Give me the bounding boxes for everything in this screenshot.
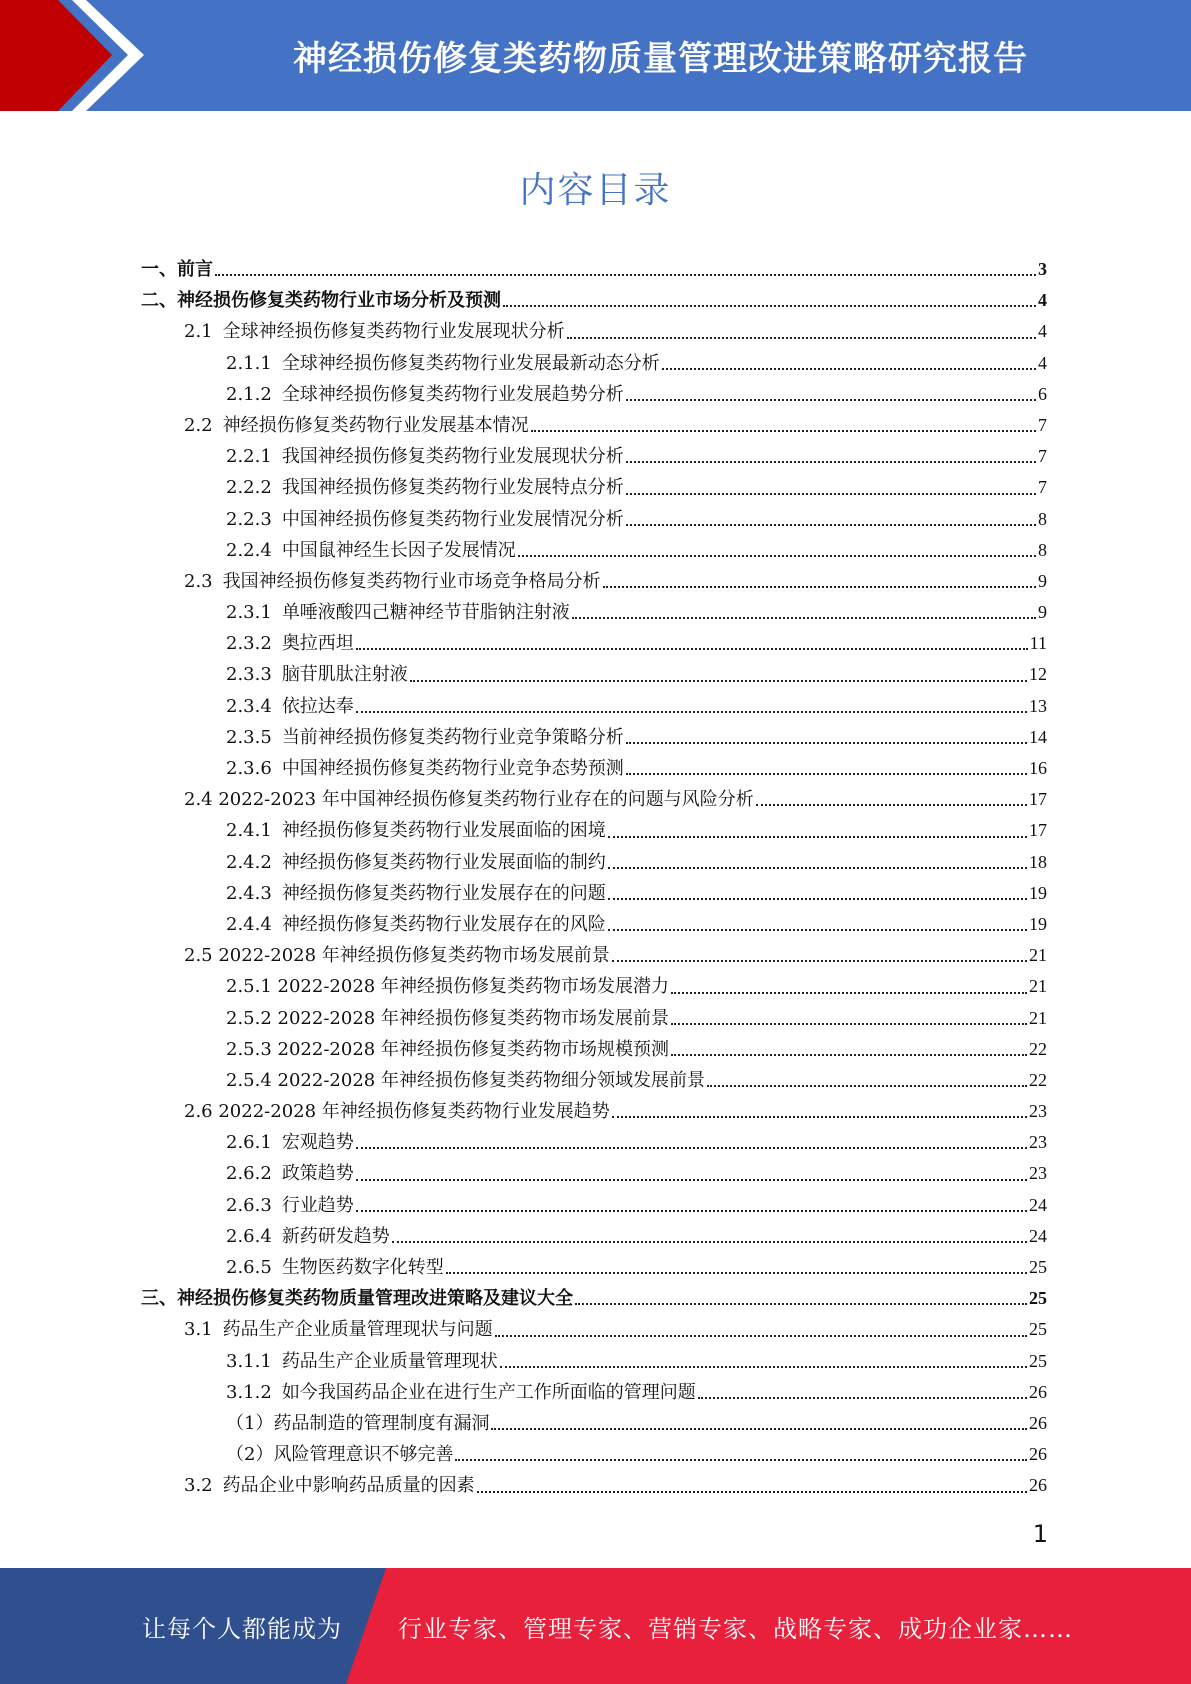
toc-entry-label	[226, 722, 624, 753]
toc-dot-leader	[503, 304, 1036, 307]
toc-entry-label	[226, 1346, 498, 1377]
toc-entry-label	[141, 254, 213, 285]
toc-dot-leader	[707, 1084, 1027, 1087]
toc-dot-leader	[356, 1146, 1027, 1149]
toc-entry-label	[226, 379, 624, 410]
toc-entry[interactable]	[141, 504, 1047, 535]
toc-entry-page: 25	[1029, 1350, 1047, 1371]
toc-entry-page: 23	[1029, 1163, 1047, 1184]
toc-entry[interactable]	[141, 1470, 1047, 1501]
toc-entry-page: 16	[1029, 758, 1047, 778]
toc-entry-text: 新药研发趋势	[281, 1225, 390, 1247]
toc-entry-number: 3.1.2	[226, 1381, 272, 1403]
toc-entry-text: 药品生产企业质量管理现状与问题	[222, 1319, 493, 1341]
toc-dot-leader	[572, 616, 1036, 619]
toc-entry-text: 2.5.4 2022-2028 年神经损伤修复类药物细分领域发展前景	[226, 1069, 705, 1091]
toc-entry[interactable]	[141, 628, 1047, 659]
toc-dot-leader	[608, 928, 1027, 931]
toc-entry-number: 2.2.3	[226, 508, 272, 530]
toc-entry-page: 17	[1029, 820, 1047, 841]
toc-dot-leader	[356, 647, 1028, 650]
toc-dot-leader	[671, 1053, 1027, 1056]
toc-entry-number: 2.6.2	[226, 1163, 272, 1185]
toc-entry-page: 4	[1038, 321, 1047, 342]
toc-dot-leader	[626, 741, 1027, 744]
toc-entry-page: 9	[1038, 602, 1047, 623]
toc-entry-number: 2.2.2	[226, 477, 272, 499]
toc-entry-page: 18	[1029, 851, 1047, 872]
toc-entry[interactable]	[141, 348, 1047, 379]
toc-entry-number: 2.4.4	[226, 913, 272, 935]
toc-entry-page: 23	[1029, 1132, 1047, 1153]
toc-entry-text: 2.5.1 2022-2028 年神经损伤修复类药物市场发展潜力	[226, 976, 669, 998]
toc-entry-page: 13	[1029, 695, 1047, 716]
toc-entry[interactable]	[141, 722, 1047, 753]
toc-dot-leader	[518, 554, 1036, 557]
toc-entry-page: 14	[1029, 726, 1047, 747]
toc-entry-page: 21	[1029, 945, 1047, 966]
toc-entry-label	[141, 285, 501, 316]
toc-entry-page: 17	[1029, 789, 1047, 810]
toc-entry-page: 19	[1029, 882, 1047, 903]
toc-entry[interactable]	[141, 1190, 1047, 1221]
toc-entry-number: 2.3.4	[226, 695, 272, 717]
toc-entry-label	[226, 1377, 696, 1408]
toc-entry-label	[184, 1096, 610, 1127]
toc-entry-label	[226, 909, 606, 940]
toc-dot-leader	[662, 367, 1036, 370]
toc-entry-number: 2.3.5	[226, 726, 272, 748]
toc-dot-leader	[612, 959, 1027, 962]
toc-entry-text: 如今我国药品企业在进行生产工作所面临的管理问题	[281, 1381, 696, 1403]
footer-slogan-left: 让每个人都能成为	[142, 1614, 342, 1643]
toc-entry[interactable]	[141, 1158, 1047, 1189]
toc-entry[interactable]	[141, 878, 1047, 909]
toc-entry-label	[184, 316, 565, 347]
footer-slogan-right: 行业专家、管理专家、营销专家、战略专家、成功企业家……	[398, 1614, 1073, 1643]
toc-entry[interactable]	[141, 659, 1047, 690]
toc-entry-page: 4	[1038, 290, 1047, 311]
toc-entry-label	[226, 691, 354, 722]
toc-entry-label	[184, 566, 601, 597]
toc-entry-label	[184, 940, 610, 971]
toc-entry-label	[226, 1439, 453, 1470]
toc-dot-leader	[392, 1240, 1027, 1243]
toc-dot-leader	[356, 1178, 1027, 1181]
toc-entry-text: 中国神经损伤修复类药物行业竞争态势预测	[281, 758, 624, 779]
toc-entry[interactable]	[141, 1003, 1047, 1034]
report-title: 神经损伤修复类药物质量管理改进策略研究报告	[293, 39, 1028, 79]
toc-entry-page: 22	[1029, 1069, 1047, 1090]
toc-entry-text: 神经损伤修复类药物行业发展存在的问题	[281, 882, 606, 904]
toc-entry-number: 2.6.3	[226, 1194, 272, 1216]
toc-entry[interactable]	[141, 410, 1047, 441]
toc-entry-number: 2.4.3	[226, 882, 272, 904]
toc-entry-text: 依拉达奉	[281, 695, 354, 717]
toc-entry-number: 2.4.2	[226, 851, 272, 873]
toc-entry-label	[226, 878, 606, 909]
toc-entry-label	[226, 1408, 489, 1439]
footer-banner	[0, 1568, 1191, 1684]
toc-entry-text: 药品生产企业质量管理现状	[281, 1350, 498, 1372]
toc-entry[interactable]	[141, 940, 1047, 971]
toc-dot-leader	[608, 866, 1027, 869]
toc-entry-number: 一、	[141, 259, 177, 280]
toc-entry-label	[226, 1065, 705, 1096]
toc-entry-page: 7	[1038, 477, 1047, 498]
toc-entry[interactable]	[141, 1346, 1047, 1377]
toc-entry-label	[226, 753, 624, 784]
toc-entry[interactable]	[141, 1252, 1047, 1283]
toc-entry-number: 2.2.1	[226, 446, 272, 468]
toc-entry-label	[226, 348, 660, 379]
toc-entry-text: 2.6 2022-2028 年神经损伤修复类药物行业发展趋势	[184, 1101, 610, 1123]
toc-entry-number: 2.6.5	[226, 1257, 272, 1278]
toc-entry-label	[226, 971, 669, 1002]
toc-entry-text: 前言	[177, 259, 213, 280]
toc-entry[interactable]	[141, 379, 1047, 410]
toc-entry-page: 21	[1029, 1007, 1047, 1028]
toc-entry-page: 9	[1038, 570, 1047, 591]
toc-entry-text: 神经损伤修复类药物行业市场分析及预测	[177, 290, 501, 312]
toc-entry[interactable]	[141, 1096, 1047, 1127]
toc-entry[interactable]	[141, 909, 1047, 940]
toc-entry[interactable]	[141, 1408, 1047, 1439]
toc-dot-leader	[567, 336, 1036, 339]
toc-dot-leader	[608, 835, 1027, 838]
toc-entry[interactable]	[141, 1065, 1047, 1096]
toc-dot-leader	[698, 1396, 1027, 1399]
toc-entry-label	[226, 1034, 669, 1065]
toc-entry-text: 生物医药数字化转型	[281, 1257, 444, 1278]
toc-entry[interactable]	[141, 441, 1047, 472]
toc-entry-number: 2.4.1	[226, 820, 272, 842]
toc-entry-text: 全球神经损伤修复类药物行业发展现状分析	[222, 321, 565, 343]
toc-dot-leader	[495, 1334, 1027, 1337]
toc-entry-number: 2.3.6	[226, 758, 272, 779]
toc-entry[interactable]	[141, 1314, 1047, 1345]
toc-entry-text: 神经损伤修复类药物行业发展面临的制约	[281, 851, 606, 873]
toc-entry[interactable]	[141, 1221, 1047, 1252]
toc-entry-page: 26	[1029, 1475, 1047, 1496]
toc-dot-leader	[477, 1490, 1027, 1493]
toc-entry-label	[184, 784, 754, 815]
toc-entry-number: 3.1.1	[226, 1350, 272, 1372]
toc-entry-label	[226, 1252, 444, 1283]
toc-dot-leader	[626, 398, 1036, 401]
toc-dot-leader	[626, 523, 1036, 526]
toc-entry[interactable]	[141, 597, 1047, 628]
toc-entry-page: 11	[1029, 633, 1047, 654]
toc-entry-number: 二、	[141, 290, 177, 312]
toc-entry-text: 宏观趋势	[281, 1132, 354, 1154]
toc-entry-text: 2.5 2022-2028 年神经损伤修复类药物市场发展前景	[184, 945, 610, 967]
toc-entry-page: 3	[1038, 259, 1047, 279]
toc-entry-text: 全球神经损伤修复类药物行业发展趋势分析	[281, 383, 624, 405]
toc-entry[interactable]	[141, 1034, 1047, 1065]
toc-entry-page: 26	[1029, 1444, 1047, 1465]
toc-entry-page: 25	[1029, 1319, 1047, 1340]
toc-entry-label	[184, 1314, 493, 1345]
toc-entry-text: （1）药品制造的管理制度有漏洞	[226, 1412, 490, 1434]
toc-entry[interactable]	[141, 472, 1047, 503]
toc-entry-label	[226, 815, 606, 846]
toc-entry-page: 25	[1029, 1288, 1047, 1309]
toc-dot-leader	[446, 1271, 1027, 1274]
toc-entry-number: 2.1.2	[226, 383, 272, 405]
header-arrow-icon	[0, 0, 160, 111]
toc-entry-page: 12	[1029, 664, 1047, 685]
toc-entry[interactable]	[141, 535, 1047, 566]
toc-entry-page: 19	[1029, 913, 1047, 934]
toc-entry-text: 当前神经损伤修复类药物行业竞争策略分析	[281, 726, 624, 748]
toc-entry-number: 2.6.4	[226, 1225, 272, 1247]
toc-entry-number: 2.1.1	[226, 352, 272, 374]
toc-entry[interactable]	[141, 254, 1047, 285]
toc-entry[interactable]	[141, 847, 1047, 878]
toc-dot-leader	[491, 1427, 1027, 1430]
toc-entry-page: 25	[1029, 1257, 1047, 1277]
toc-entry-label	[226, 597, 570, 628]
toc-entry-label	[226, 472, 624, 503]
toc-entry[interactable]	[141, 753, 1047, 784]
toc-entry-label	[226, 1190, 354, 1221]
toc-entry[interactable]	[141, 316, 1047, 347]
toc-entry-number: 2.6.1	[226, 1132, 272, 1154]
toc-entry-text: 政策趋势	[281, 1163, 354, 1185]
toc-entry-page: 7	[1038, 414, 1047, 435]
toc-entry-page: 24	[1029, 1225, 1047, 1246]
toc-dot-leader	[626, 772, 1027, 775]
toc-entry-text: 神经损伤修复类药物行业发展存在的风险	[281, 913, 606, 935]
toc-entry-text: 中国神经损伤修复类药物行业发展情况分析	[281, 508, 624, 530]
toc-entry-label	[226, 535, 516, 566]
toc-entry-number: 2.1	[184, 321, 213, 343]
header-banner	[0, 0, 1191, 111]
toc-entry-page: 7	[1038, 446, 1047, 467]
toc-entry-label	[226, 1003, 669, 1034]
toc-entry[interactable]	[141, 784, 1047, 815]
toc-dot-leader	[603, 585, 1036, 588]
toc-dot-leader	[626, 460, 1036, 463]
toc-entry-number: 2.2	[184, 414, 213, 436]
toc-entry-label	[141, 1283, 573, 1314]
toc-dot-leader	[215, 273, 1036, 276]
toc-dot-leader	[608, 897, 1027, 900]
toc-entry-text: 药品企业中影响药品质量的因素	[222, 1475, 475, 1497]
toc-entry-label	[226, 628, 354, 659]
toc-entry-text: 奥拉西坦	[281, 633, 354, 655]
toc-entry-text: 我国神经损伤修复类药物行业发展现状分析	[281, 446, 624, 468]
toc-entry[interactable]	[141, 1283, 1047, 1314]
toc-entry-text: 2.5.3 2022-2028 年神经损伤修复类药物市场规模预测	[226, 1038, 669, 1060]
toc-entry-page: 26	[1029, 1412, 1047, 1433]
toc-entry-text: 我国神经损伤修复类药物行业市场竞争格局分析	[222, 570, 601, 592]
toc-entry-page: 8	[1038, 539, 1047, 560]
toc-entry-number: 2.3.1	[226, 602, 272, 624]
toc-dot-leader	[356, 710, 1027, 713]
toc-dot-leader	[626, 492, 1036, 495]
toc-entry-label	[226, 441, 624, 472]
toc-entry-number: 3.1	[184, 1319, 213, 1341]
toc-entry-number: 三、	[141, 1288, 177, 1310]
toc-entry-label	[226, 1158, 354, 1189]
toc-entry-page: 22	[1029, 1038, 1047, 1059]
toc-entry-text: 神经损伤修复类药物行业发展面临的困境	[281, 820, 606, 842]
toc-entry-text: 2.4 2022-2023 年中国神经损伤修复类药物行业存在的问题与风险分析	[184, 789, 754, 811]
toc-entry-number: 2.3	[184, 570, 213, 592]
toc-heading: 内容目录	[519, 170, 672, 211]
toc-dot-leader	[671, 991, 1027, 994]
toc-entry-text: 行业趋势	[281, 1194, 354, 1216]
toc-entry-text: 脑苷肌肽注射液	[281, 664, 408, 686]
toc-entry-text: 2.5.2 2022-2028 年神经损伤修复类药物市场发展前景	[226, 1007, 669, 1029]
toc-entry[interactable]	[141, 566, 1047, 597]
page-number: 1	[1032, 1520, 1048, 1548]
toc-entry-text: 我国神经损伤修复类药物行业发展特点分析	[281, 477, 624, 499]
toc-entry-text: 单唾液酸四己糖神经节苷脂钠注射液	[281, 602, 570, 624]
toc-dot-leader	[671, 1022, 1027, 1025]
toc-entry-text: 中国鼠神经生长因子发展情况	[281, 539, 516, 561]
toc-entry[interactable]	[141, 1127, 1047, 1158]
toc-dot-leader	[455, 1458, 1027, 1461]
toc-entry[interactable]	[141, 691, 1047, 722]
toc-dot-leader	[531, 429, 1036, 432]
table-of-contents	[141, 254, 1047, 1502]
toc-entry-label	[184, 1470, 475, 1501]
toc-entry-number: 2.3.3	[226, 664, 272, 686]
toc-entry-label	[226, 504, 624, 535]
toc-entry-label	[226, 1127, 354, 1158]
toc-dot-leader	[575, 1302, 1027, 1305]
toc-entry-page: 4	[1038, 352, 1047, 373]
toc-dot-leader	[500, 1365, 1027, 1368]
toc-entry-label	[226, 659, 408, 690]
toc-dot-leader	[756, 803, 1027, 806]
toc-entry-label	[184, 410, 529, 441]
toc-entry[interactable]	[141, 1377, 1047, 1408]
toc-entry-text: （2）风险管理意识不够完善	[226, 1444, 454, 1466]
toc-entry-page: 26	[1029, 1381, 1047, 1402]
toc-entry-label	[226, 847, 606, 878]
toc-entry-text: 神经损伤修复类药物行业发展基本情况	[222, 414, 529, 436]
toc-entry-page: 23	[1029, 1101, 1047, 1122]
toc-entry-text: 神经损伤修复类药物质量管理改进策略及建议大全	[177, 1288, 573, 1310]
toc-entry-page: 24	[1029, 1194, 1047, 1215]
toc-dot-leader	[410, 679, 1027, 682]
toc-entry[interactable]	[141, 971, 1047, 1002]
toc-entry-page: 21	[1029, 976, 1047, 997]
toc-entry[interactable]	[141, 815, 1047, 846]
toc-entry-page: 8	[1038, 508, 1047, 529]
toc-dot-leader	[356, 1209, 1027, 1212]
toc-dot-leader	[612, 1115, 1027, 1118]
toc-entry-number: 2.2.4	[226, 539, 272, 561]
toc-entry-number: 2.3.2	[226, 633, 272, 655]
toc-entry-label	[226, 1221, 390, 1252]
toc-entry-page: 6	[1038, 383, 1047, 404]
toc-entry[interactable]	[141, 1439, 1047, 1470]
toc-entry[interactable]	[141, 285, 1047, 316]
toc-entry-text: 全球神经损伤修复类药物行业发展最新动态分析	[281, 352, 660, 374]
toc-entry-number: 3.2	[184, 1475, 213, 1497]
